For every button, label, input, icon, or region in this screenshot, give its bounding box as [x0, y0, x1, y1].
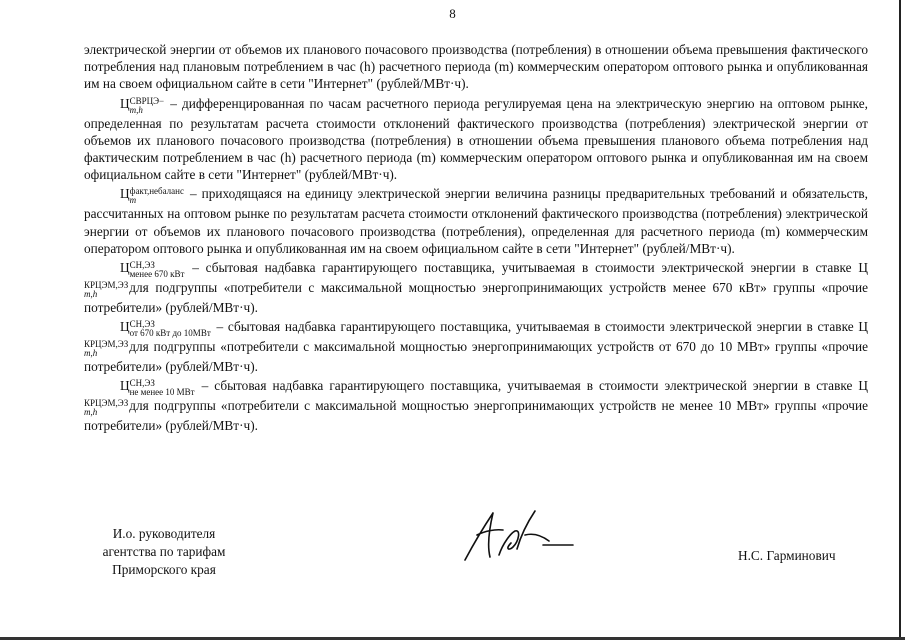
- formula-symbol: Ц: [120, 319, 130, 335]
- formula-symbol: Ц: [858, 319, 868, 335]
- definition-text: – сбытовая надбавка гарантирующего поставщика, учитываемая в стоимости электрической энергии в ставке: [185, 260, 859, 276]
- definition-text: – сбытовая надбавка гарантирующего поставщика, учитываемая в стоимости электрической энергии в ставке: [211, 319, 859, 335]
- signatory-title-line1: И.о. руководителя: [112, 526, 216, 541]
- formula-subscript: не менее 10 МВт: [129, 387, 195, 398]
- formula-subscript: от 670 кВт до 10МВт: [129, 328, 211, 339]
- definition-sn-over-10: [84, 377, 868, 434]
- formula-symbol: Ц: [858, 260, 868, 276]
- formula-indices: [84, 281, 128, 299]
- page-number: 8: [449, 6, 456, 21]
- definition-text: для подгруппы «потребители с максимальной мощностью энергопринимающих устройств от 670 до 10 МВт» группы «прочие потребители» (рублей/МВт·ч).: [84, 339, 868, 375]
- formula-subscript: m,h: [129, 104, 143, 115]
- definition-text: – дифференцированная по часам расчетного периода регулируемая цена на электрическую энергию на оптовом рынке, определенная по результатам расчета стоимости отклонений фактического производства (потребления) электрической энергии от объемов их планового почасового производства (потребления) в отношении объема превышения планового объема потребления над фактическим потреблением в час (h) расчетного периода (m) коммерческим оператором оптового рынка и опубликованная им на своем официальном сайте в сети "Интернет" (рублей/МВт·ч).: [84, 95, 868, 183]
- signatory-title-line2: агентства по тарифам: [102, 544, 226, 559]
- formula-superscript: СН,ЭЗ: [129, 378, 155, 389]
- formula-symbol: Ц: [858, 378, 868, 394]
- signatory-title: [84, 525, 244, 579]
- formula-subscript: m: [129, 195, 137, 206]
- definition-fakt-nebalans: [84, 185, 868, 257]
- formula-superscript: факт,небаланс: [129, 186, 184, 197]
- formula-subscript: m,h: [84, 407, 98, 418]
- formula-superscript: СН,ЭЗ: [129, 260, 155, 271]
- formula-indices: [130, 379, 195, 397]
- formula-superscript: СВРЦЭ−: [129, 95, 165, 106]
- formula-symbol: Ц: [120, 186, 130, 202]
- formula-superscript: СН,ЭЗ: [129, 319, 155, 330]
- intro-paragraph: электрической энергии от объемов их планового почасового производства (потребления) в отношении объема превышения фактического потребления над плановым потреблением в час (h) расчетного периода (m) коммерческим оператором оптового рынка и опубликованная им на своем официальном сайте в сети "Интернет" (рублей/МВт·ч).: [84, 42, 868, 92]
- handwritten-signature: [455, 505, 580, 570]
- formula-indices: [130, 320, 211, 338]
- signatory-name: Н.С. Гарминович: [738, 548, 836, 563]
- document-body: [84, 41, 868, 437]
- page-border-right: [899, 0, 901, 640]
- formula-indices: [130, 187, 184, 205]
- formula-superscript: КРЦЭМ,ЭЗ: [84, 280, 129, 291]
- formula-indices: [130, 97, 165, 115]
- formula-superscript: КРЦЭМ,ЭЗ: [84, 398, 129, 409]
- definition-svrce: [84, 95, 868, 184]
- signatory-title-line3: Приморского края: [112, 562, 216, 577]
- formula-subscript: менее 670 кВт: [129, 269, 185, 280]
- formula-indices: [84, 340, 128, 358]
- formula-indices: [130, 261, 185, 279]
- definition-text: – сбытовая надбавка гарантирующего поставщика, учитываемая в стоимости электрической энергии в ставке: [195, 378, 859, 394]
- definition-sn-less-670: [84, 259, 868, 316]
- formula-indices: [84, 399, 128, 417]
- formula-subscript: m,h: [84, 289, 98, 300]
- definition-sn-670-10: [84, 318, 868, 375]
- formula-subscript: m,h: [84, 348, 98, 359]
- formula-superscript: КРЦЭМ,ЭЗ: [84, 339, 129, 350]
- formula-symbol: Ц: [120, 260, 130, 276]
- definition-text: для подгруппы «потребители с максимальной мощностью энергопринимающих устройств менее 670 кВт» группы «прочие потребители» (рублей/МВт·ч).: [84, 280, 868, 316]
- definition-text: – приходящаяся на единицу электрической энергии величина разницы предварительных требований и обязательств, рассчитанных на оптовом рынке по результатам расчета стоимости отклонений фактического производства (потребления) электрической энергии от объемов их планового почасового производства (потребления), определенная для расчетного периода (m) коммерческим оператором оптового рынка и опубликованная им на своем официальном сайте в сети "Интернет" (рублей/МВт·ч).: [84, 186, 868, 256]
- formula-symbol: Ц: [120, 378, 130, 394]
- formula-symbol: Ц: [120, 95, 130, 111]
- definition-text: для подгруппы «потребители с максимальной мощностью энергопринимающих устройств не менее 10 МВт» группы «прочие потребители» (рублей/МВт·ч).: [84, 398, 868, 434]
